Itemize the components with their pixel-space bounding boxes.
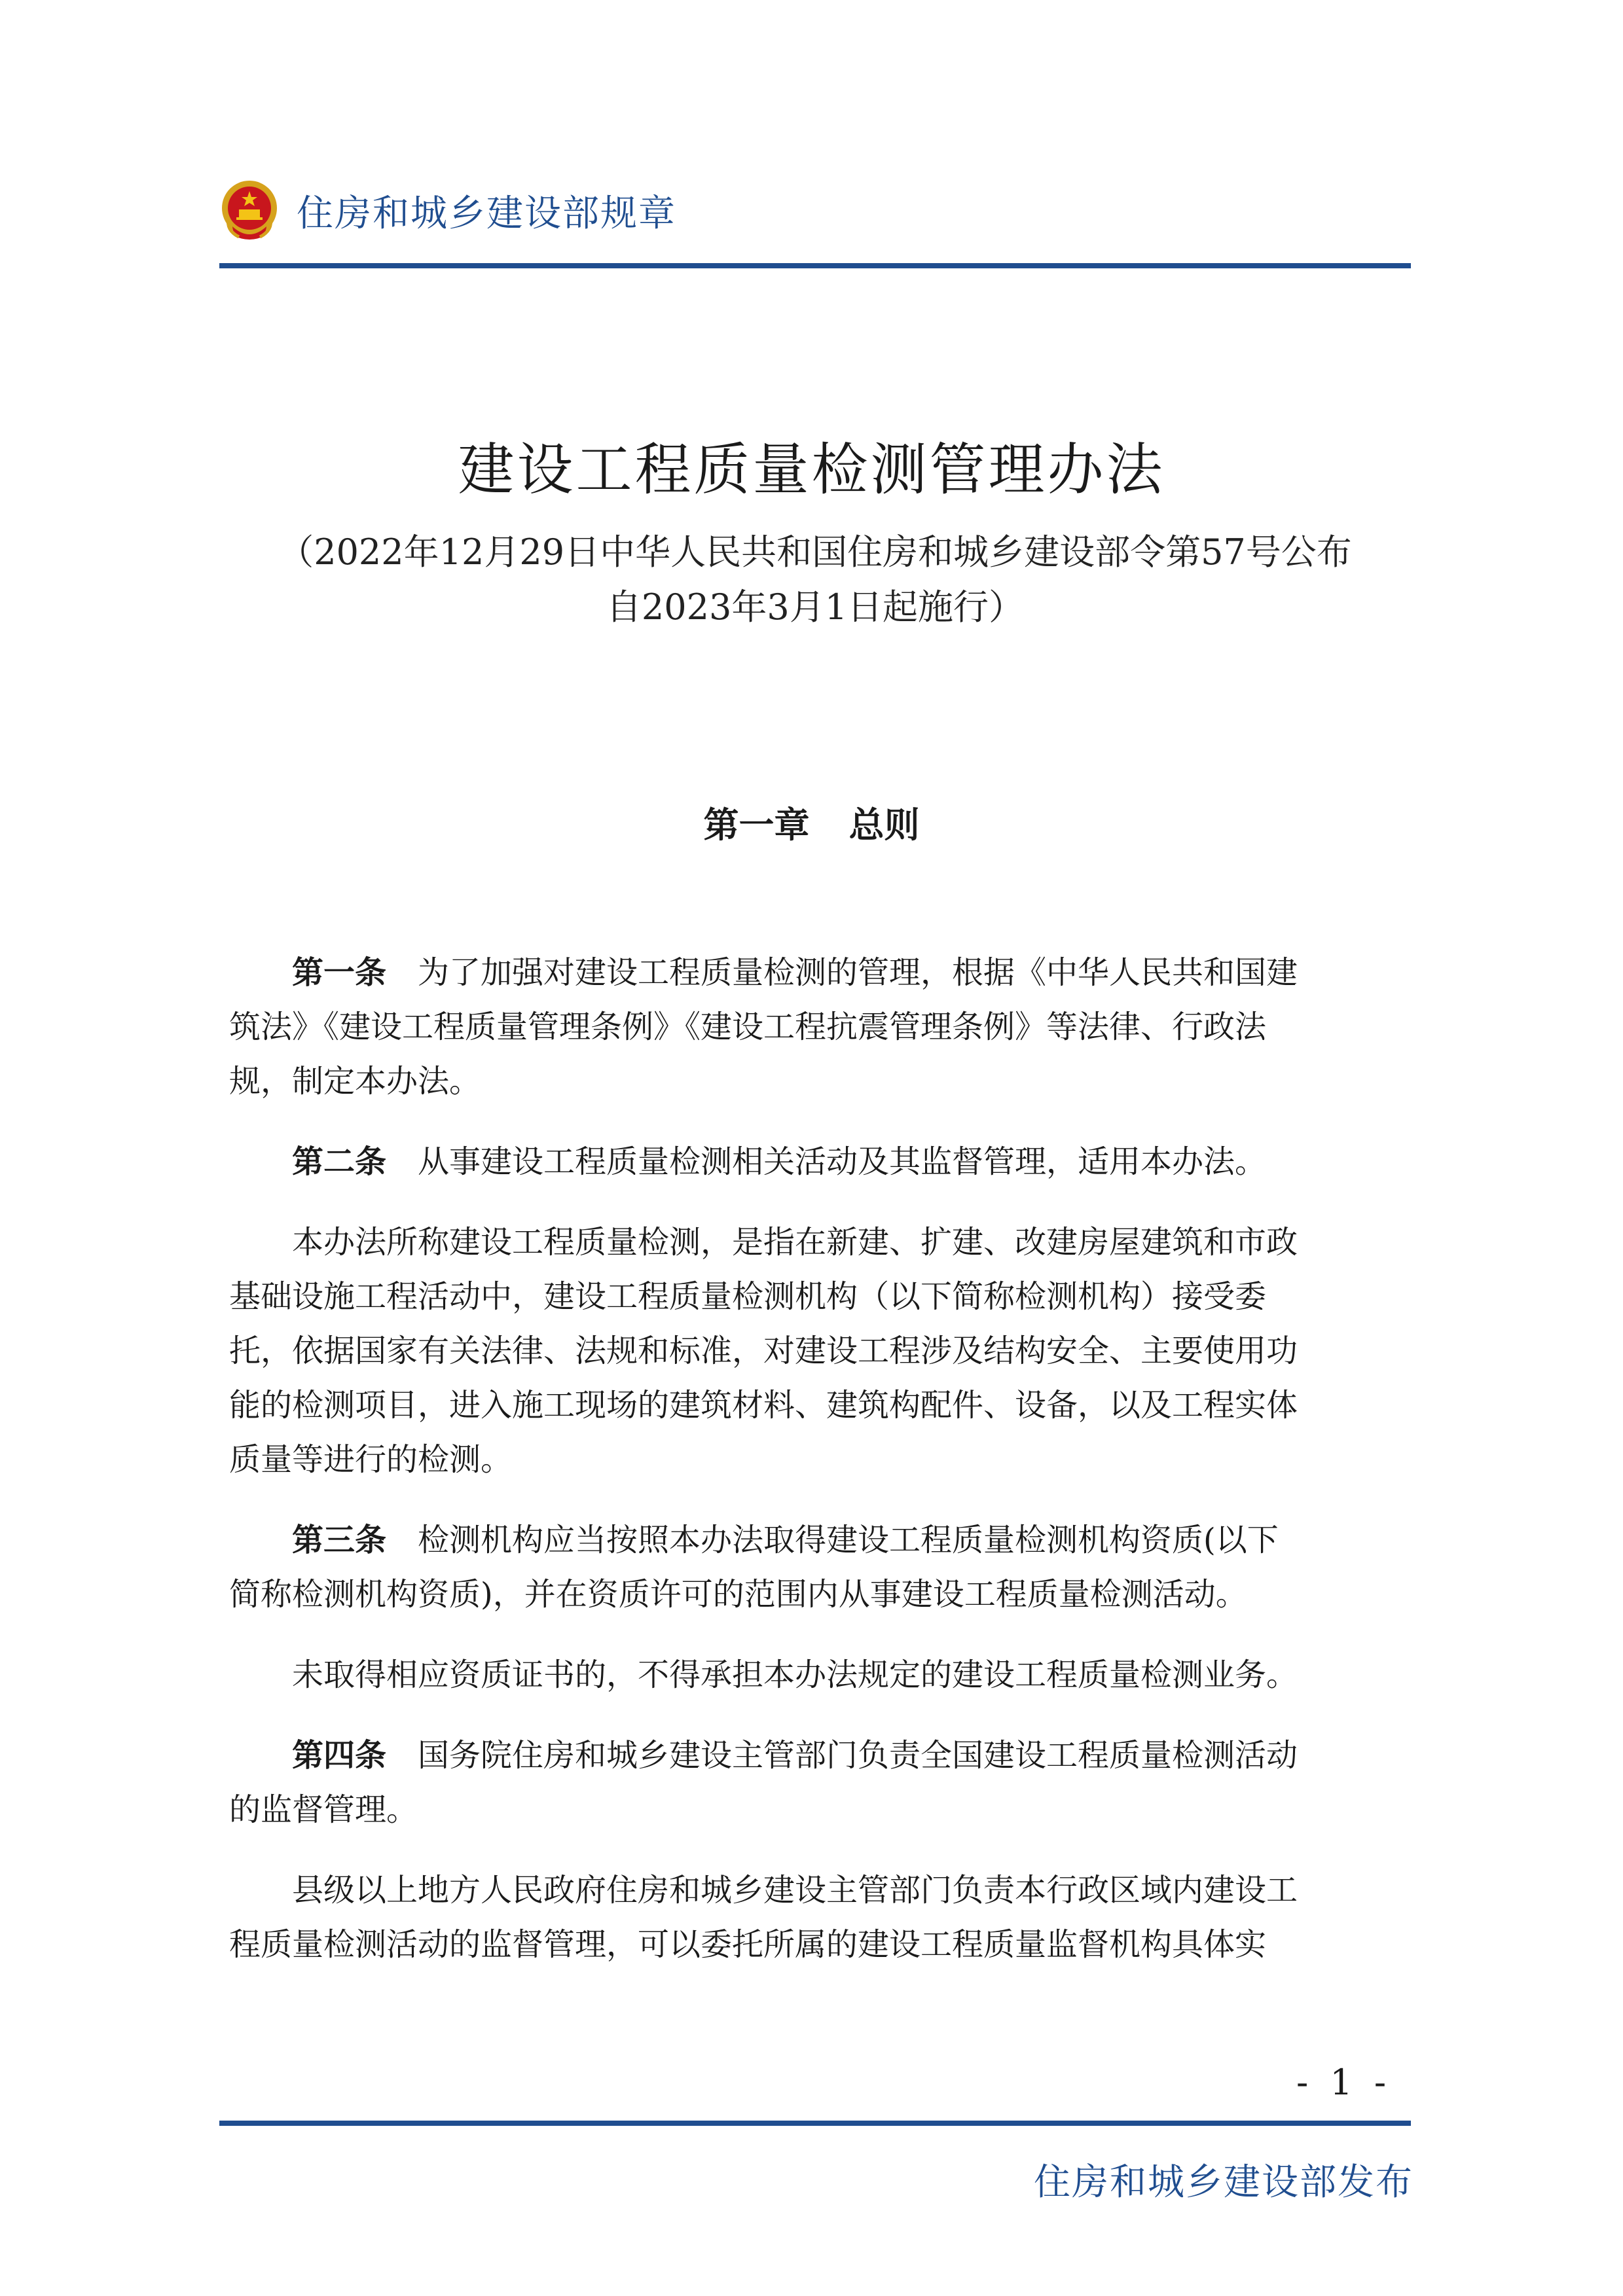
- paragraph-line: 能的检测项目，进入施工现场的建筑材料、建筑构配件、设备，以及工程实体: [229, 1387, 1298, 1424]
- chapter-heading: [0, 797, 1623, 848]
- footer-publisher: 住房和城乡建设部发布: [1034, 2161, 1413, 2204]
- article-paragraph: [229, 1648, 1401, 1702]
- paragraph-line: 程质量检测活动的监督管理，可以委托所属的建设工程质量监督机构具体实: [229, 1926, 1267, 1963]
- promulgation-note: [219, 525, 1411, 635]
- chapter-number: 第一章: [703, 804, 810, 846]
- article-number: 第三条: [292, 1522, 387, 1558]
- paragraph-line: 规，制定本办法。: [229, 1063, 481, 1100]
- article-paragraph: [229, 1729, 1401, 1783]
- promulgation-line: 自2023年3月1日起施行）: [606, 586, 1025, 628]
- national-emblem-icon: [219, 178, 280, 243]
- paragraph-line: 国务院住房和城乡建设主管部门负责全国建设工程质量检测活动: [386, 1737, 1298, 1774]
- paragraph-line: 本办法所称建设工程质量检测，是指在新建、扩建、改建房屋建筑和市政: [292, 1224, 1298, 1261]
- paragraph-line: 县级以上地方人民政府住房和城乡建设主管部门负责本行政区域内建设工: [292, 1872, 1298, 1909]
- paragraph-line: 为了加强对建设工程质量检测的管理，根据《中华人民共和国建: [386, 954, 1298, 991]
- paragraph-line: 检测机构应当按照本办法取得建设工程质量检测机构资质(以下: [386, 1522, 1279, 1558]
- article-paragraph: [229, 1513, 1401, 1568]
- paragraph-line: 筑法》《建设工程质量管理条例》《建设工程抗震管理条例》等法律、行政法: [229, 1009, 1267, 1045]
- document-body: [229, 946, 1401, 1972]
- article-paragraph: [229, 1215, 1401, 1270]
- article-number: 第四条: [292, 1737, 387, 1774]
- document-title: 建设工程质量检测管理办法: [458, 437, 1165, 503]
- article-number: 第一条: [292, 954, 387, 991]
- page-header: [219, 171, 676, 250]
- paragraph-line: 从事建设工程质量检测相关活动及其监督管理，适用本办法。: [386, 1143, 1267, 1180]
- article-paragraph: [229, 1863, 1401, 1918]
- article-paragraph: [229, 1135, 1401, 1189]
- article-number: 第二条: [292, 1143, 387, 1180]
- paragraph-line: 托，依据国家有关法律、法规和标准，对建设工程涉及结构安全、主要使用功: [229, 1333, 1298, 1369]
- header-title: 住房和城乡建设部规章: [297, 192, 676, 235]
- header-divider: [219, 263, 1411, 268]
- paragraph-line: 的监督管理。: [229, 1791, 418, 1828]
- footer-divider: [219, 2121, 1411, 2126]
- paragraph-line: 未取得相应资质证书的，不得承担本办法规定的建设工程质量检测业务。: [292, 1657, 1298, 1693]
- promulgation-line: （2022年12月29日中华人民共和国住房和城乡建设部令第57号公布: [278, 531, 1352, 573]
- paragraph-line: 简称检测机构资质)，并在资质许可的范围内从事建设工程质量检测活动。: [229, 1576, 1247, 1613]
- paragraph-line: 质量等进行的检测。: [229, 1441, 513, 1478]
- chapter-name: 总则: [848, 804, 920, 846]
- paragraph-line: 基础设施工程活动中，建设工程质量检测机构（以下简称检测机构）接受委: [229, 1278, 1267, 1315]
- article-paragraph: [229, 946, 1401, 1000]
- page-number: - 1 -: [1296, 2062, 1392, 2103]
